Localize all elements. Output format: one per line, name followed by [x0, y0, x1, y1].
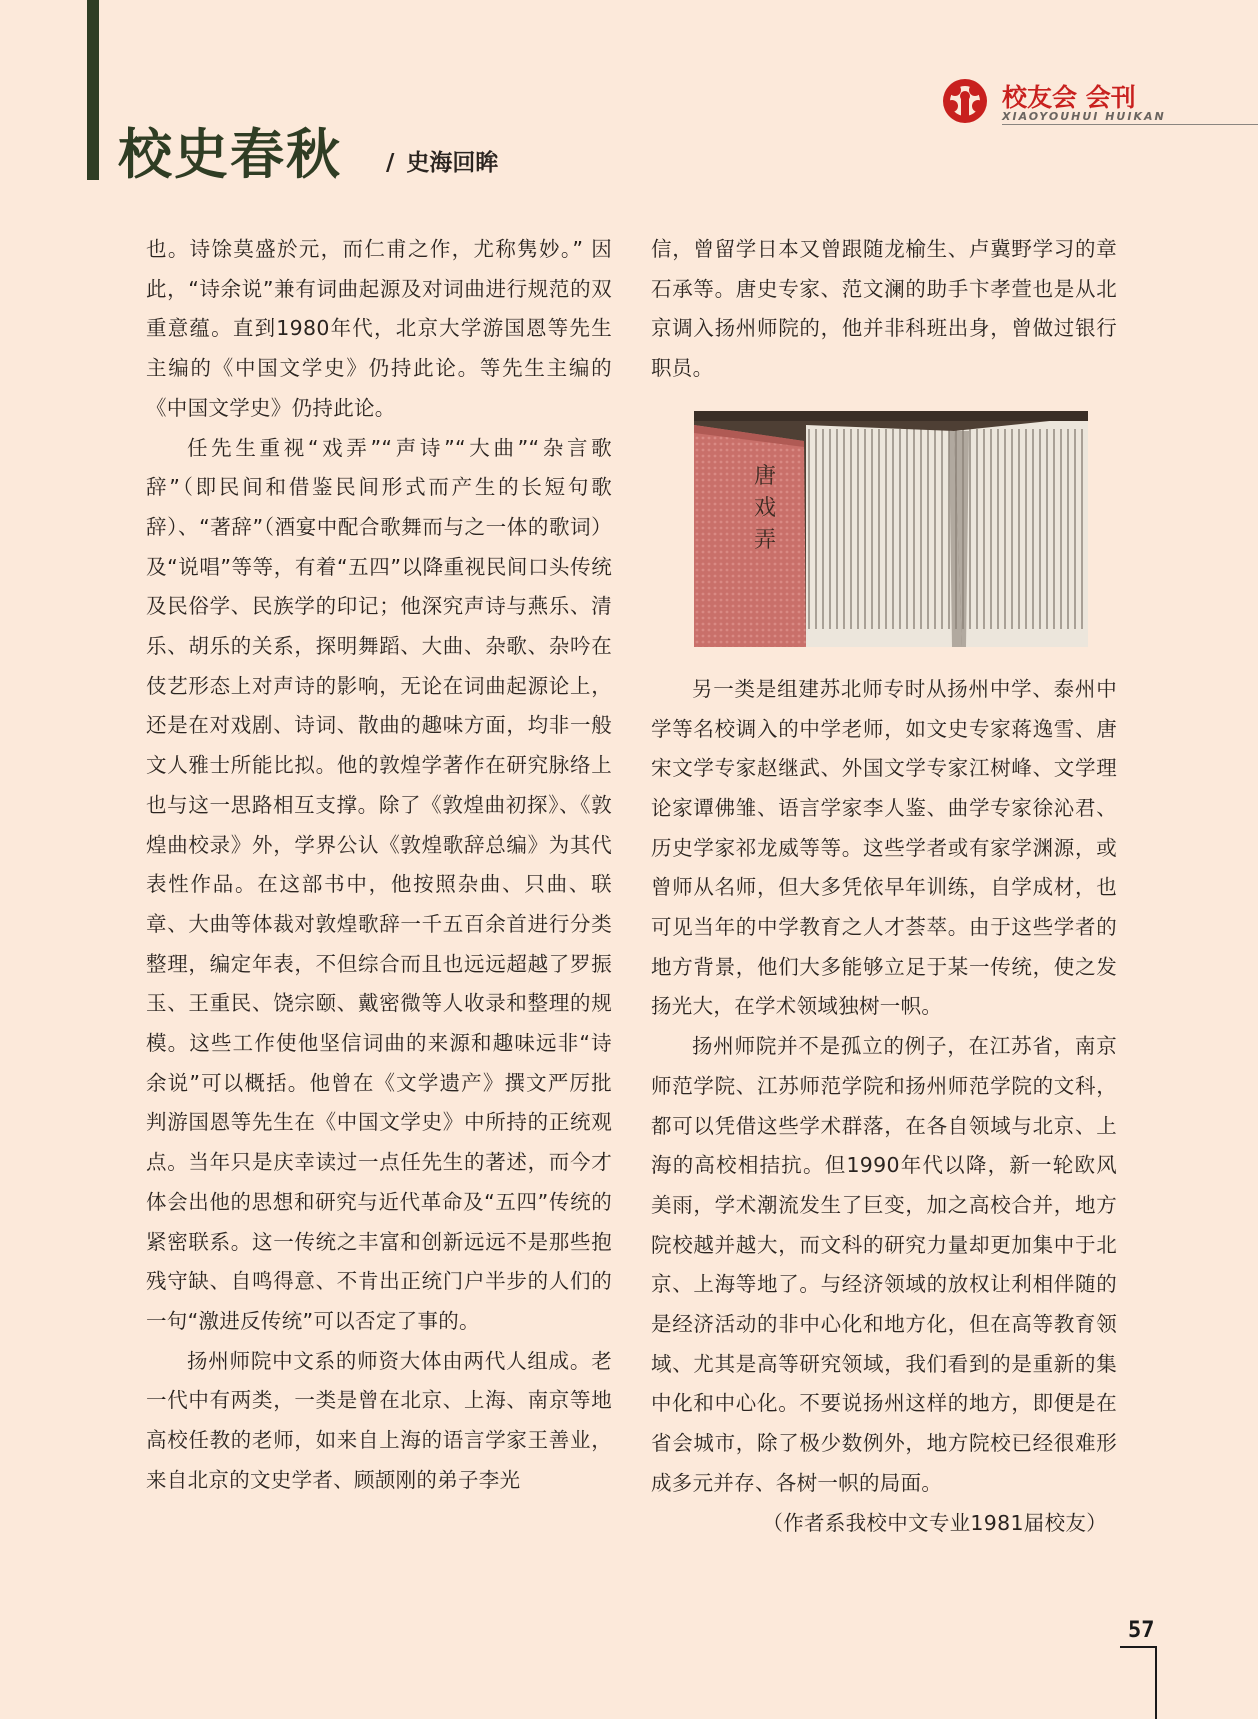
logo-title-cn: 校友会 会刊 [1002, 83, 1136, 112]
page-number: 57 [1128, 1618, 1155, 1643]
paragraph-5: 扬州师院并不是孤立的例子，在江苏省，南京师范学院、江苏师范学院和扬州师范学院的文科，都可以凭借这些学术群落，在各自领域与北京、上海的高校相拮抗。但1990年代以降，新一轮欧风美雨，学术潮流发生了巨变，加之高校合并，地方院校越并越大，而文科的研究力量却更加集中于北京、上海等地了。与经济领域的放权让利相伴随的是经济活动的非中心化和地方化，但在高等教育领域、尤其是高等研究领域，我们看到的是重新的集中化和中心化。不要说扬州这样的地方，即便是在省会城市，除了极少数例外，地方院校已经很难形成多元并存、各树一帜的局面。 [651, 1034, 1117, 1495]
book-photo [694, 411, 1088, 647]
corner-mark-horizontal [1120, 1646, 1157, 1648]
logo-rule [1002, 124, 1258, 125]
paragraph-2: 任先生重视“戏弄”“声诗”“大曲”“杂言歌辞”（即民间和借鉴民间形式而产生的长短句歌辞）、“著辞”（酒宴中配合歌舞而与之一体的歌词）及“说唱”等等，有着“五四”以降重视民间口头传统及民俗学、民族学的印记；他深究声诗与燕乐、清乐、胡乐的关系，探明舞蹈、大曲、杂歌、杂吟在伎艺形态上对声诗的影响，无论在词曲起源论上，还是在对戏剧、诗词、散曲的趣味方面，均非一般文人雅士所能比拟。他的敦煌学著作在研究脉络上也与这一思路相互支撑。除了《敦煌曲初探》、《敦煌曲校录》外，学界公认《敦煌歌辞总编》为其代表性作品。在这部书中，他按照杂曲、只曲、联章、大曲等体裁对敦煌歌辞一千五百余首进行分类整理，编定年表，不但综合而且也远远超越了罗振玉、王重民、饶宗颐、戴密微等人收录和整理的规模。这些工作使他坚信词曲的来源和趣味远非“诗余说”可以概括。他曾在《文学遗产》撰文严厉批判游国恩等先生在《中国文学史》中所持的正统观点。当年只是庆幸读过一点任先生的著述，而今才体会出他的思想和研究与近代革命及“五四”传统的紧密联系。这一传统之丰富和创新远远不是那些抱残守缺、自鸣得意、不肯出正统门户半步的人们的一句“激进反传统”可以否定了事的。 [146, 435, 612, 1333]
section-accent-bar [87, 0, 99, 180]
subsection-title: 史海回眸 [406, 150, 499, 176]
paragraph-continuation: 信，曾留学日本又曾跟随龙榆生、卢冀野学习的章石承等。唐史专家、范文澜的助手卞孝萱也是从北京调入扬州师院的，他并非科班出身，曾做过银行职员。 [651, 237, 1117, 381]
book-cover-title: 唐 戏 弄 [754, 463, 777, 553]
paragraph-3: 扬州师院中文系的师资大体由两代人组成。老一代中有两类，一类是曾在北京、上海、南京等地高校任教的老师，如来自上海的语言学家王善业，来自北京的文史学者、顾颉刚的弟子李光 [146, 1348, 612, 1492]
left-column [146, 230, 612, 1501]
corner-mark-vertical [1155, 1646, 1157, 1719]
section-title: 校史春秋 [118, 123, 342, 186]
logo-title-en: XIAOYOUHUI HUIKAN [1002, 110, 1166, 123]
book-photo-image [694, 411, 1088, 647]
paragraph-4: 另一类是组建苏北师专时从扬州中学、泰州中学等名校调入的中学老师，如文史专家蒋逸雪、唐宋文学专家赵继武、外国文学专家江树峰、文学理论家谭佛雏、语言学家李人鉴、曲学专家徐沁君、历史学家祁龙威等等。这些学者或有家学渊源，或曾师从名师，但大多凭依早年训练，自学成材，也可见当年的中学教育之人才荟萃。由于这些学者的地方背景，他们大多能够立足于某一传统，使之发扬光大，在学术领域独树一帜。 [651, 676, 1117, 1019]
subsection-slash: / [386, 150, 395, 176]
publication-logo [940, 76, 1258, 128]
right-column [651, 230, 1117, 1543]
paragraph-1: 也。诗馀莫盛於元，而仁甫之作，尤称隽妙。” 因此，“诗余说”兼有词曲起源及对词曲进行规范的双重意蕴。直到1980年代，北京大学游国恩等先生主编的《中国文学史》仍持此论。等先生主编的《中国文学史》仍持此论。 [146, 237, 612, 420]
subsection-heading [386, 144, 498, 177]
author-byline: （作者系我校中文专业1981届校友） [762, 1510, 1107, 1535]
emblem-icon [940, 76, 990, 126]
